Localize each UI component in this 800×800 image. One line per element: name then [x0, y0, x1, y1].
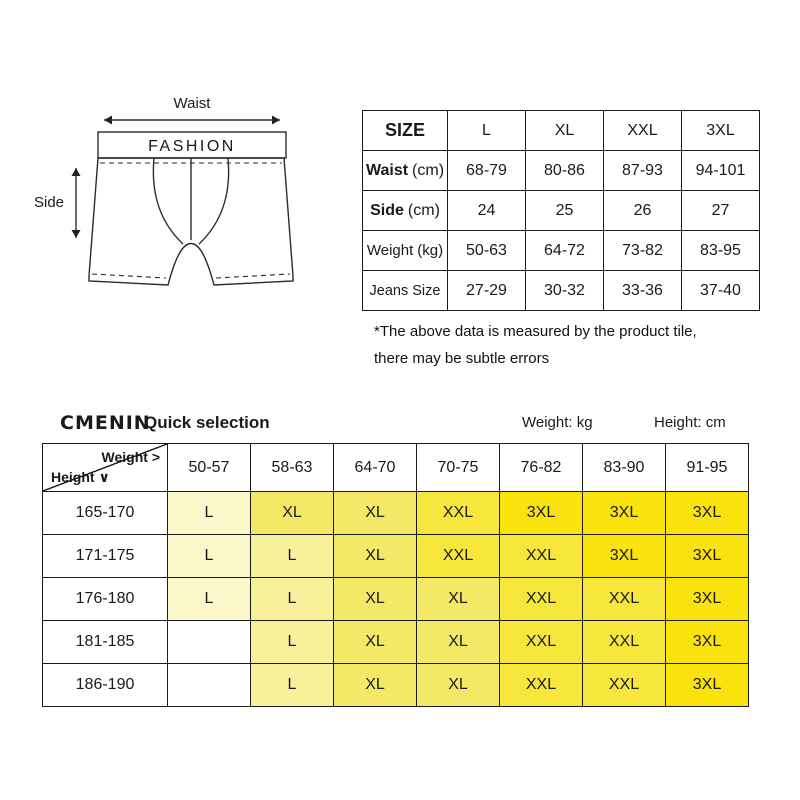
row-label-side	[363, 191, 448, 231]
size-matrix-cell: 3XL	[666, 621, 749, 664]
size-value-cell: 73-82	[604, 231, 682, 271]
size-value-cell: 94-101	[682, 151, 760, 191]
size-value-cell: 33-36	[604, 271, 682, 311]
size-value-cell: 37-40	[682, 271, 760, 311]
size-matrix-cell: L	[168, 492, 251, 535]
row-label-unit: (kg)	[417, 242, 444, 259]
size-matrix-cell: 3XL	[666, 535, 749, 578]
size-matrix-cell: XL	[334, 535, 417, 578]
size-value-cell: 83-95	[682, 231, 760, 271]
note-line-2: there may be subtle errors	[374, 350, 550, 367]
size-matrix-cell: L	[251, 664, 334, 707]
size-matrix-cell: XL	[334, 578, 417, 621]
size-value-cell: 25	[526, 191, 604, 231]
row-label-unit: (cm)	[407, 201, 440, 219]
size-table-header-cell: L	[448, 111, 526, 151]
size-matrix-cell: 3XL	[583, 535, 666, 578]
size-matrix-cell: XL	[334, 664, 417, 707]
matrix-corner-cell	[43, 444, 168, 492]
size-table-header-cell: XXL	[604, 111, 682, 151]
row-label-text: Waist	[365, 161, 409, 179]
size-matrix-cell: L	[168, 535, 251, 578]
weight-col-header: 76-82	[500, 444, 583, 492]
measurement-note	[374, 318, 697, 372]
side-label: Side	[34, 194, 65, 211]
size-matrix-cell: XXL	[417, 535, 500, 578]
size-matrix-cell: XL	[251, 492, 334, 535]
quick-selection-title: Quick selection	[144, 413, 270, 432]
size-table-header-cell: SIZE	[363, 111, 448, 151]
size-matrix-cell: 3XL	[500, 492, 583, 535]
boxer-diagram	[28, 90, 348, 320]
row-label-text: Jeans Size	[369, 282, 441, 299]
size-matrix-cell: 3XL	[666, 664, 749, 707]
size-value-cell: 80-86	[526, 151, 604, 191]
row-label-text: Side	[370, 201, 404, 219]
corner-height-label: Height ∨	[51, 469, 110, 485]
size-matrix-cell: XXL	[500, 664, 583, 707]
size-matrix-cell: XXL	[500, 578, 583, 621]
row-label-text: Weight	[366, 242, 414, 259]
size-value-cell: 26	[604, 191, 682, 231]
height-row-header: 181-185	[43, 621, 168, 664]
size-matrix-cell: XL	[334, 621, 417, 664]
size-matrix-cell: XL	[334, 492, 417, 535]
pouch-seam-left	[153, 158, 183, 244]
weight-col-header: 70-75	[417, 444, 500, 492]
row-label-waist	[363, 151, 448, 191]
height-unit-label: Height: cm	[654, 414, 726, 431]
size-matrix-cell: L	[168, 578, 251, 621]
size-value-cell: 30-32	[526, 271, 604, 311]
weight-col-header: 58-63	[251, 444, 334, 492]
left-hem-stitch	[92, 274, 166, 278]
quick-selection-matrix	[42, 443, 749, 707]
height-row-header: 186-190	[43, 664, 168, 707]
size-matrix-cell: XL	[417, 621, 500, 664]
height-row-header: 171-175	[43, 535, 168, 578]
size-matrix-cell: XL	[417, 578, 500, 621]
size-value-cell: 27-29	[448, 271, 526, 311]
size-matrix-cell: XXL	[500, 535, 583, 578]
size-value-cell: 27	[682, 191, 760, 231]
waistband-brand-label: FASHION	[148, 138, 236, 155]
size-matrix-cell: 3XL	[666, 578, 749, 621]
size-matrix-cell: L	[251, 578, 334, 621]
note-line-1: *The above data is measured by the product tile,	[374, 323, 697, 340]
size-value-cell: 24	[448, 191, 526, 231]
size-matrix-cell: 3XL	[666, 492, 749, 535]
size-matrix-cell: L	[251, 535, 334, 578]
corner-weight-label: Weight >	[101, 449, 160, 465]
size-matrix-cell: XXL	[583, 621, 666, 664]
size-value-cell: 87-93	[604, 151, 682, 191]
size-spec-table	[362, 110, 760, 311]
size-matrix-cell: 3XL	[583, 492, 666, 535]
size-value-cell: 64-72	[526, 231, 604, 271]
row-label-weight	[363, 231, 448, 271]
height-row-header: 176-180	[43, 578, 168, 621]
pouch-seam-right	[199, 158, 229, 244]
weight-col-header: 50-57	[168, 444, 251, 492]
size-matrix-cell	[168, 664, 251, 707]
weight-unit-label: Weight: kg	[522, 414, 593, 431]
weight-col-header: 91-95	[666, 444, 749, 492]
size-matrix-cell: L	[251, 621, 334, 664]
size-matrix-cell: XXL	[583, 664, 666, 707]
waist-label: Waist	[173, 95, 211, 112]
size-matrix-cell: XL	[417, 664, 500, 707]
right-hem-stitch	[216, 274, 290, 278]
size-table-header-cell: 3XL	[682, 111, 760, 151]
size-matrix-cell: XXL	[417, 492, 500, 535]
size-matrix-cell: XXL	[500, 621, 583, 664]
row-label-jeans-size	[363, 271, 448, 311]
size-value-cell: 50-63	[448, 231, 526, 271]
size-matrix-cell	[168, 621, 251, 664]
row-label-unit: (cm)	[412, 161, 445, 179]
weight-col-header: 64-70	[334, 444, 417, 492]
height-row-header: 165-170	[43, 492, 168, 535]
size-table-header-cell: XL	[526, 111, 604, 151]
size-value-cell: 68-79	[448, 151, 526, 191]
size-matrix-cell: XXL	[583, 578, 666, 621]
brand-logo: CMENIN	[60, 412, 151, 434]
weight-col-header: 83-90	[583, 444, 666, 492]
